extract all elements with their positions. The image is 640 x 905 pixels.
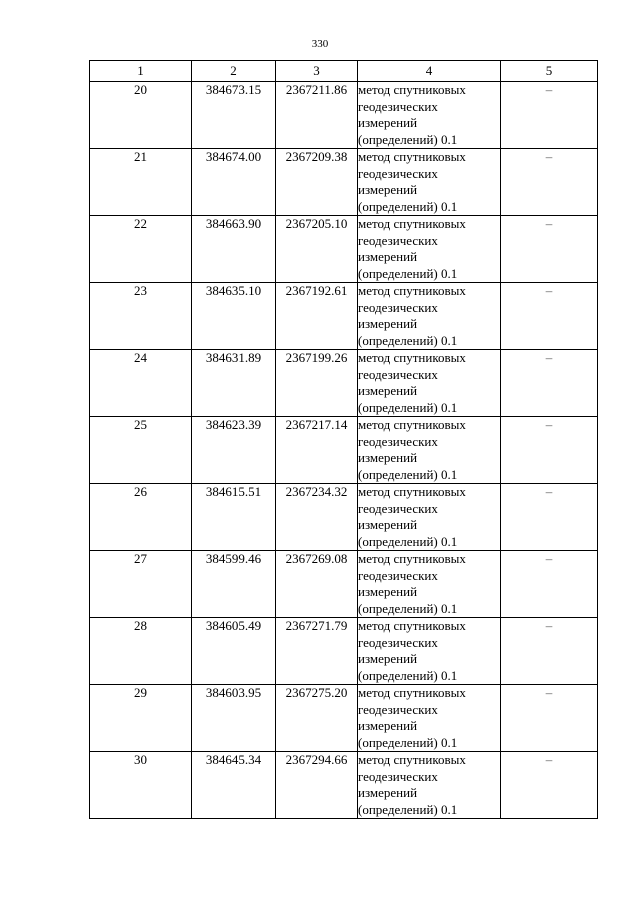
point-number-cell: 24: [90, 350, 192, 417]
y-coordinate-cell: 2367211.86: [276, 82, 358, 149]
column-header-2: 2: [192, 61, 276, 82]
method-cell: метод спутниковых геодезических измерений (определений) 0.1: [358, 216, 501, 283]
column-header-1: 1: [90, 61, 192, 82]
x-coordinate-cell: 384631.89: [192, 350, 276, 417]
y-coordinate-cell: 2367199.26: [276, 350, 358, 417]
note-cell: –: [501, 484, 598, 551]
note-cell: –: [501, 149, 598, 216]
point-number-cell: 23: [90, 283, 192, 350]
note-cell: –: [501, 417, 598, 484]
point-number-cell: 20: [90, 82, 192, 149]
y-coordinate-cell: 2367275.20: [276, 685, 358, 752]
table-row: [90, 618, 598, 685]
point-number-cell: 21: [90, 149, 192, 216]
x-coordinate-cell: 384635.10: [192, 283, 276, 350]
x-coordinate-cell: 384615.51: [192, 484, 276, 551]
table-row: [90, 350, 598, 417]
note-cell: –: [501, 752, 598, 819]
point-number-cell: 30: [90, 752, 192, 819]
y-coordinate-cell: 2367271.79: [276, 618, 358, 685]
page-number: 330: [311, 38, 329, 50]
note-cell: –: [501, 350, 598, 417]
table-row: [90, 149, 598, 216]
x-coordinate-cell: 384623.39: [192, 417, 276, 484]
point-number-cell: 22: [90, 216, 192, 283]
x-coordinate-cell: 384603.95: [192, 685, 276, 752]
x-coordinate-cell: 384674.00: [192, 149, 276, 216]
table-row: [90, 417, 598, 484]
table-row: [90, 82, 598, 149]
column-header-5: 5: [501, 61, 598, 82]
y-coordinate-cell: 2367269.08: [276, 551, 358, 618]
note-cell: –: [501, 283, 598, 350]
y-coordinate-cell: 2367205.10: [276, 216, 358, 283]
point-number-cell: 25: [90, 417, 192, 484]
note-cell: –: [501, 216, 598, 283]
table-row: [90, 283, 598, 350]
table-row: [90, 484, 598, 551]
point-number-cell: 27: [90, 551, 192, 618]
table-row: [90, 551, 598, 618]
note-cell: –: [501, 82, 598, 149]
point-number-cell: 29: [90, 685, 192, 752]
column-header-4: 4: [358, 61, 501, 82]
method-cell: метод спутниковых геодезических измерений (определений) 0.1: [358, 283, 501, 350]
method-cell: метод спутниковых геодезических измерений (определений) 0.1: [358, 82, 501, 149]
y-coordinate-cell: 2367217.14: [276, 417, 358, 484]
coordinates-table: [89, 60, 598, 819]
x-coordinate-cell: 384673.15: [192, 82, 276, 149]
note-cell: –: [501, 685, 598, 752]
column-header-3: 3: [276, 61, 358, 82]
x-coordinate-cell: 384599.46: [192, 551, 276, 618]
point-number-cell: 28: [90, 618, 192, 685]
method-cell: метод спутниковых геодезических измерений (определений) 0.1: [358, 417, 501, 484]
method-cell: метод спутниковых геодезических измерений (определений) 0.1: [358, 685, 501, 752]
method-cell: метод спутниковых геодезических измерений (определений) 0.1: [358, 551, 501, 618]
y-coordinate-cell: 2367294.66: [276, 752, 358, 819]
y-coordinate-cell: 2367234.32: [276, 484, 358, 551]
y-coordinate-cell: 2367209.38: [276, 149, 358, 216]
method-cell: метод спутниковых геодезических измерений (определений) 0.1: [358, 752, 501, 819]
table-row: [90, 685, 598, 752]
method-cell: метод спутниковых геодезических измерений (определений) 0.1: [358, 484, 501, 551]
table-row: [90, 216, 598, 283]
x-coordinate-cell: 384645.34: [192, 752, 276, 819]
method-cell: метод спутниковых геодезических измерений (определений) 0.1: [358, 350, 501, 417]
point-number-cell: 26: [90, 484, 192, 551]
table-row: [90, 752, 598, 819]
table-header-row: [90, 61, 598, 82]
x-coordinate-cell: 384663.90: [192, 216, 276, 283]
x-coordinate-cell: 384605.49: [192, 618, 276, 685]
method-cell: метод спутниковых геодезических измерений (определений) 0.1: [358, 618, 501, 685]
note-cell: –: [501, 618, 598, 685]
y-coordinate-cell: 2367192.61: [276, 283, 358, 350]
note-cell: –: [501, 551, 598, 618]
method-cell: метод спутниковых геодезических измерений (определений) 0.1: [358, 149, 501, 216]
